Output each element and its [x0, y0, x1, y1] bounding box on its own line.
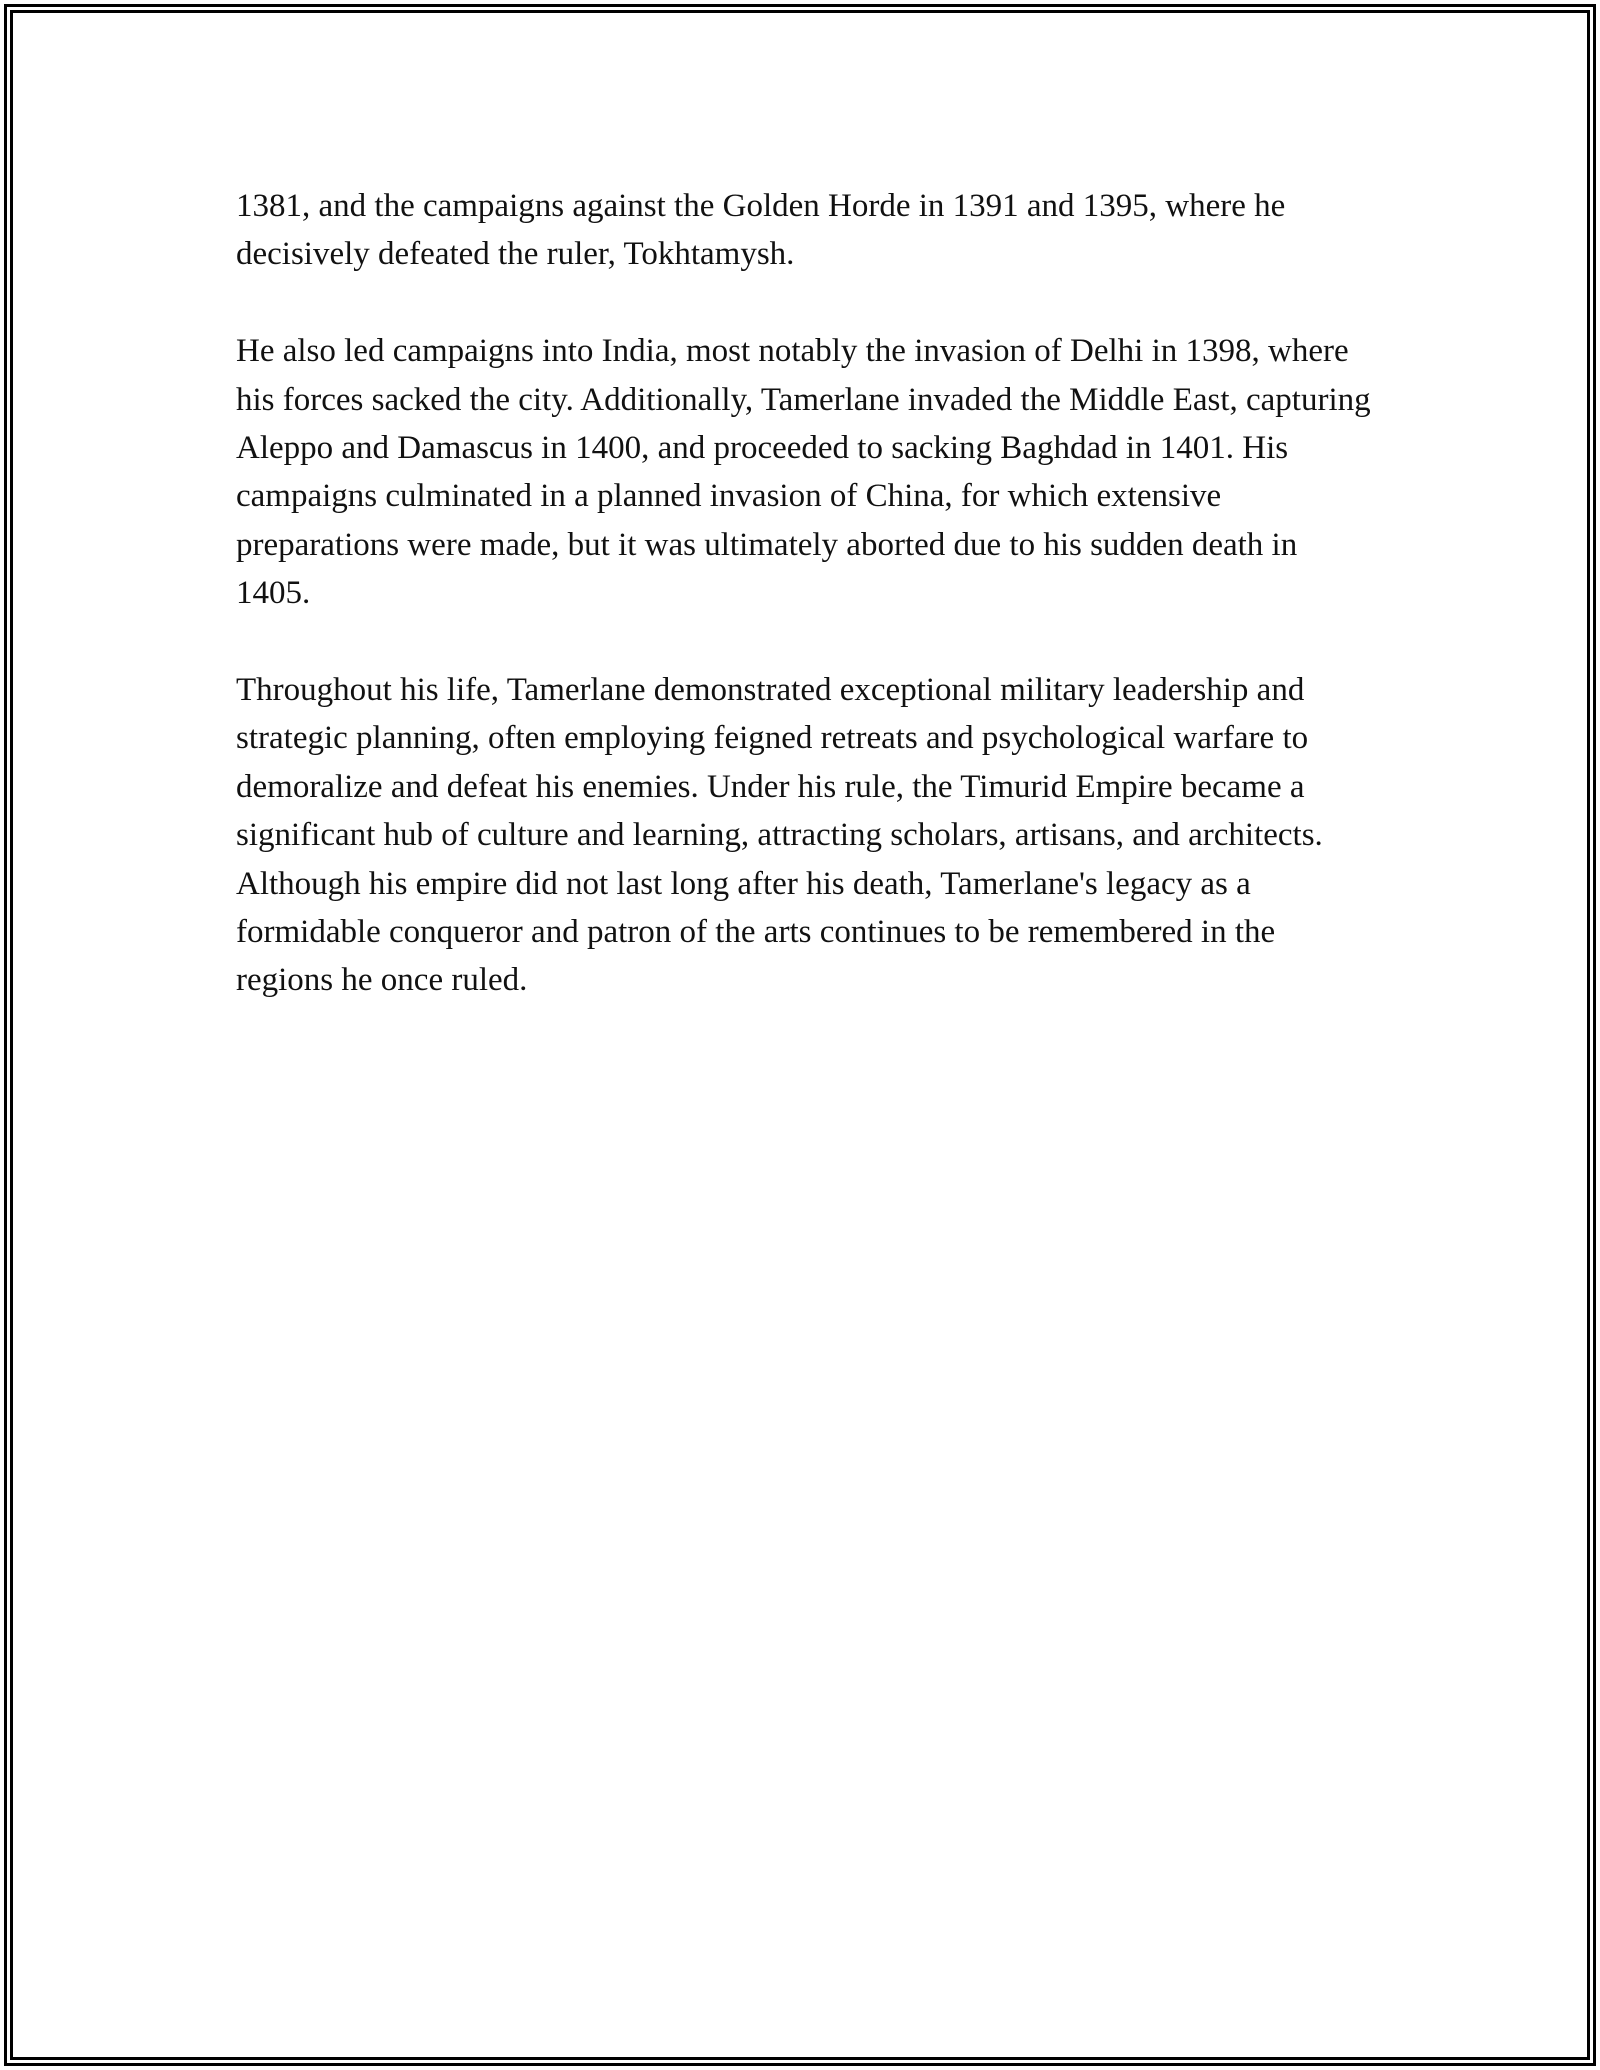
document-body	[236, 182, 1376, 1005]
paragraph-legacy: Throughout his life, Tamerlane demonstrated exceptional military leadership and strategic planning, often employing feigned retreats and psychological warfare to demoralize and defeat his enemies. Under his rule, the Timurid Empire became a significant hub of culture and learning, attracting scholars, artisans, and architects. Although his empire did not last long after his death, Tamerlane's legacy as a formidable conqueror and patron of the arts continues to be remembered in the regions he once ruled.	[236, 672, 1323, 999]
paragraph-india-middle-east: He also led campaigns into India, most notably the invasion of Delhi in 1398, where his forces sacked the city. Additionally, Tamerlane invaded the Middle East, capturing Aleppo and Damascus in 1400, and proceeded to sacking Baghdad in 1401. His campaigns culminated in a planned invasion of China, for which extensive preparations were made, but it was ultimately aborted due to his sudden death in 1405.	[236, 333, 1371, 612]
paragraph-golden-horde: 1381, and the campaigns against the Golden Horde in 1391 and 1395, where he decisively defeated the ruler, Tokhtamysh.	[236, 188, 1286, 273]
